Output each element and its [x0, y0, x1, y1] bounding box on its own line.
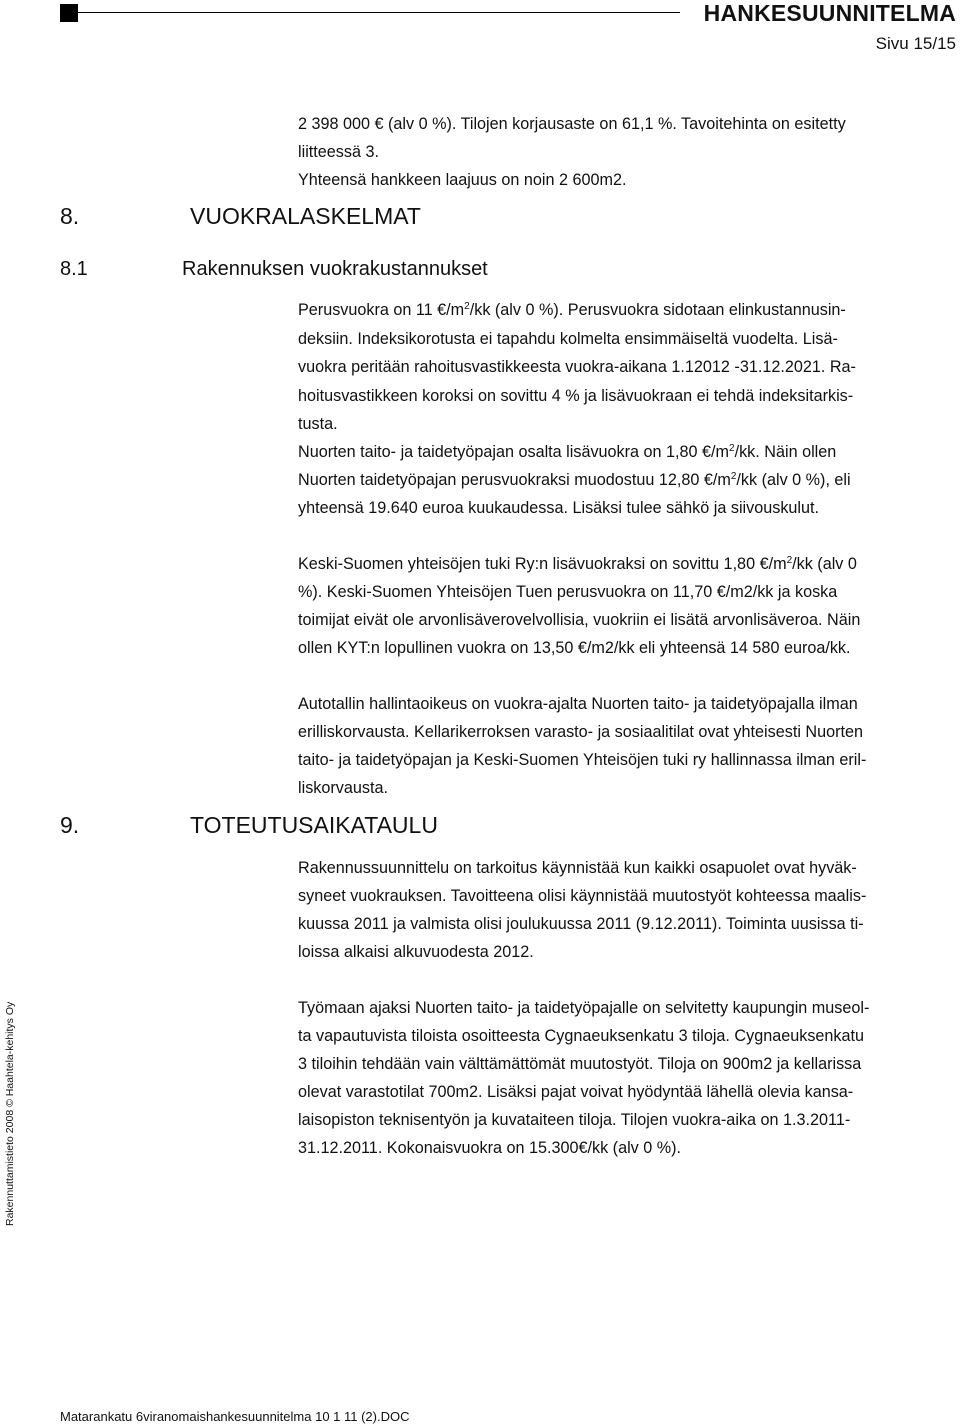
paragraph-5-line-3: 3 tiloihin tehdään vain välttämättömät muutostyöt. Tiloja on 900m2 ja kellarissa: [298, 1055, 862, 1073]
paragraph-1-line-1: Perusvuokra on 11 $€/m^2/kk$ (alv 0 %). Perusvuokra sidotaan elinkustannusin-: [298, 301, 846, 319]
paragraph-1-line-2: deksiin. Indeksikorotusta ei tapahdu kolmelta ensimmäiseltä vuodelta. Lisä-: [298, 330, 838, 348]
paragraph-5-line-5: laisopiston teknisentyön ja kuvataiteen tiloja. Tilojen vuokra-aika on 1.3.2011-: [298, 1111, 851, 1129]
paragraph-1-line-6: Nuorten taito- ja taidetyöpajan osalta lisävuokra on 1,80 $€/m^2/kk$. Näin ollen: [298, 443, 837, 461]
intro-line-2: liitteessä 3.: [298, 143, 379, 161]
page-number: Sivu 15/15: [875, 34, 956, 53]
paragraph-3-line-3: taito- ja taidetyöpajan ja Keski-Suomen Yhteisöjen tuki ry hallinnassa ilman eril-: [298, 751, 867, 769]
paragraph-5-line-6: 31.12.2011. Kokonaisvuokra on 15.300€/kk (alv 0 %).: [298, 1139, 682, 1157]
header-square-mark: [60, 4, 78, 22]
section-8-number: 8.: [60, 203, 80, 229]
document-title: HANKESUUNNITELMA: [703, 0, 956, 26]
intro-line-1: 2 398 000 € (alv 0 %). Tilojen korjausaste on 61,1 %. Tavoitehinta on esitetty: [298, 115, 846, 133]
paragraph-1-line-5: tusta.: [298, 415, 338, 433]
paragraph-3-line-2: erilliskorvausta. Kellarikerroksen varasto- ja sosiaalitilat ovat yhteisesti Nuorten: [298, 723, 863, 741]
header-rule: [78, 12, 680, 13]
paragraph-3-line-1: Autotallin hallintaoikeus on vuokra-ajalta Nuorten taito- ja taidetyöpajalla ilman: [298, 695, 858, 713]
section-8-1-title: Rakennuksen vuokrakustannukset: [182, 258, 488, 280]
paragraph-1-line-4: hoitusvastikkeen koroksi on sovittu 4 % ja lisävuokraan ei tehdä indeksitarkis-: [298, 387, 854, 405]
intro-line-3: Yhteensä hankkeen laajuus on noin 2 600m2.: [298, 171, 627, 189]
section-8-1-number: 8.1: [60, 258, 88, 280]
paragraph-1-line-7: Nuorten taidetyöpajan perusvuokraksi muodostuu 12,80 $€/m^2/kk$ (alv 0 %), eli: [298, 471, 851, 489]
paragraph-4-line-4: loissa alkaisi alkuvuodesta 2012.: [298, 943, 534, 961]
paragraph-4-line-1: Rakennussuunnittelu on tarkoitus käynnistää kun kaikki osapuolet ovat hyväk-: [298, 859, 857, 877]
paragraph-2-line-2: %). Keski-Suomen Yhteisöjen Tuen perusvuokra on 11,70 €/m2/kk ja koska: [298, 583, 838, 601]
paragraph-4-line-2: syneet vuokrauksen. Tavoitteena olisi käynnistää muutostyöt kohteessa maalis-: [298, 887, 867, 905]
section-9-title: TOTEUTUSAIKATAULU: [190, 812, 438, 838]
section-9-number: 9.: [60, 812, 80, 838]
paragraph-4-line-3: kuussa 2011 ja valmista olisi joulukuussa 2011 (9.12.2011). Toiminta uusissa ti-: [298, 915, 864, 933]
side-copyright-text: Rakennuttamistieto 2008 © Haahtela-kehitys Oy: [4, 1001, 16, 1226]
section-8-title: VUOKRALASKELMAT: [190, 203, 421, 229]
paragraph-2-line-1: Keski-Suomen yhteisöjen tuki Ry:n lisävuokraksi on sovittu 1,80 $€/m^2/kk$ (alv 0: [298, 555, 857, 573]
paragraph-1-line-3: vuokra peritään rahoitusvastikkeesta vuokra-aikana 1.12012 -31.12.2021. Ra-: [298, 358, 856, 376]
paragraph-3-line-4: liskorvausta.: [298, 779, 388, 797]
paragraph-2-line-3: toimijat eivät ole arvonlisäverovelvollisia, vuokriin ei lisätä arvonlisäveroa. Näin: [298, 611, 861, 629]
footer-filename: Matarankatu 6viranomaishankesuunnitelma 10 1 11 (2).DOC: [60, 1409, 410, 1424]
paragraph-5-line-4: olevat varastotilat 700m2. Lisäksi pajat voivat hyödyntää lähellä olevia kansa-: [298, 1083, 854, 1101]
paragraph-5-line-2: ta vapautuvista tiloista osoitteesta Cygnaeuksenkatu 3 tiloja. Cygnaeuksenkatu: [298, 1027, 865, 1045]
paragraph-5-line-1: Työmaan ajaksi Nuorten taito- ja taidetyöpajalle on selvitetty kaupungin museol-: [298, 999, 870, 1017]
paragraph-1-line-8: yhteensä 19.640 euroa kuukaudessa. Lisäksi tulee sähkö ja siivouskulut.: [298, 499, 820, 517]
paragraph-2-line-4: ollen KYT:n lopullinen vuokra on 13,50 €/m2/kk eli yhteensä 14 580 euroa/kk.: [298, 639, 851, 657]
